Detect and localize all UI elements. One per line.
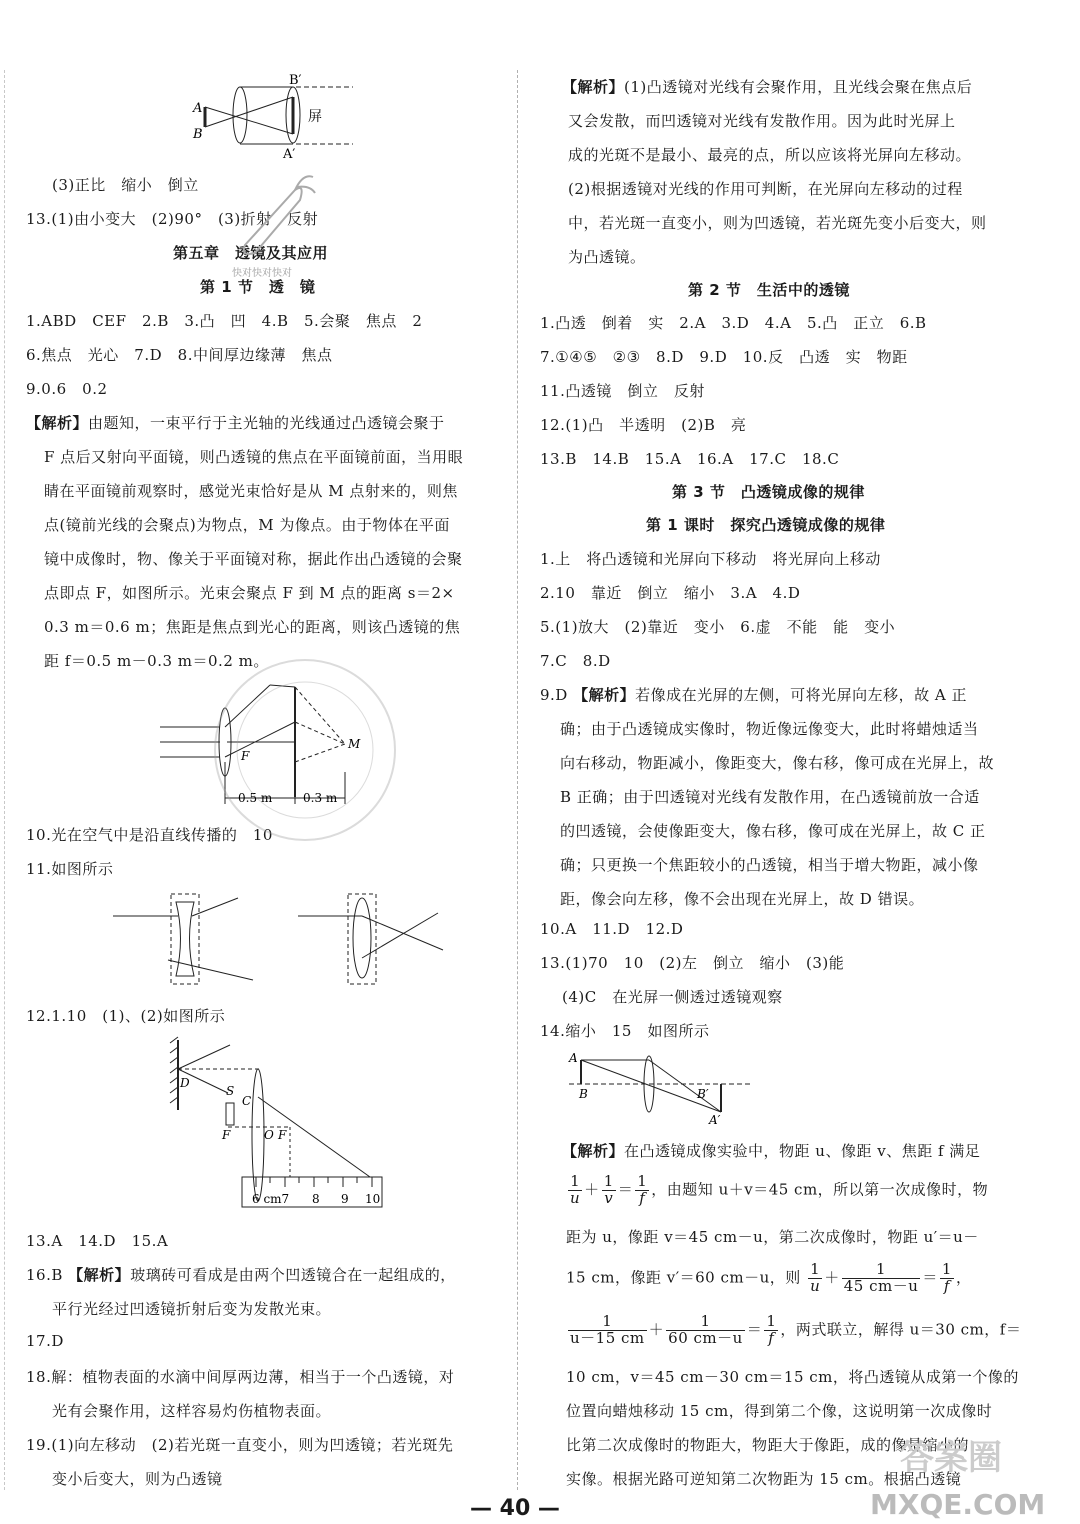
answer-r7: 7.①④⑤ ②③ 8.D 9.D 10.反 凸透 实 物距 [540,348,908,366]
answer-1: 1.ABD CEF 2.B 3.凸 凹 4.B 5.会聚 焦点 2 [26,312,423,330]
analysis-r14-line-7: 位置向蜡烛移动 15 cm，得到第二个像，这说明第一次成像时 [566,1402,993,1420]
label-s: S [226,1084,235,1098]
analysis-top-line-6: 为凸透镜。 [568,248,646,266]
analysis-top-line-3: 成的光斑不是最小、最亮的点，所以应该将光屏向左移动。 [568,146,972,164]
analysis-top-line-2: 又会发散，而凹透镜对光线有发散作用。因为此时光屏上 [568,112,956,130]
label-b-prime: B′ [289,73,302,88]
section-title-2: 第 2 节 生活中的透镜 [688,281,850,299]
answer-r7b: 7.C 8.D [540,652,611,670]
answer-19-line-2: 变小后变大，则为凸透镜 [52,1470,223,1488]
analysis-r9-line-4: B 正确；由于凹透镜对光线有发散作用，在凸透镜前放一合适 [560,788,980,806]
lens-image-figure [567,1048,757,1126]
answer-10: 10.光在空气中是沿直线传播的 10 [26,826,273,844]
analysis-r14-line-9: 实像。根据光路可逆知第二次物距为 15 cm。根据凸透镜 [566,1470,962,1488]
tick-6-7: 6 cm7 [252,1192,290,1206]
answer-18: 18.解：植物表面的水滴中间厚两边薄，相当于一个凸透镜，对 [26,1368,455,1386]
label-f2: F [278,1128,287,1142]
answer-9: 9.0.6 0.2 [26,380,108,398]
analysis-9-line-6: 点即点 F，如图所示。光束会聚点 F 到 M 点的距离 s＝2× [44,584,455,602]
page-number: — 40 — [470,1496,560,1521]
analysis-9-line-8: 距 f＝0.5 m－0.3 m＝0.2 m。 [44,652,269,670]
label-b-prime: B′ [697,1087,709,1101]
ruler-figure [160,1035,390,1213]
answer-17: 17.D [26,1332,64,1350]
tick-8: 8 [312,1192,320,1206]
analysis-r14-line-8: 比第二次成像时的物距大，物距大于像距，成的像是缩小的 [566,1436,970,1454]
lesson-title: 第 1 课时 探究凸透镜成像的规律 [646,516,886,534]
pinhole-figure [185,72,360,164]
label-b: B [193,127,203,142]
label-f1: F [222,1128,231,1142]
answer-18-line-2: 光有会聚作用，这样容易灼伤植物表面。 [52,1402,332,1420]
analysis-r9-line-3: 向右移动，物距减小，像距变大，像右移，像可成在光屏上，故 [560,754,995,772]
answer-r1: 1.凸透 倒着 实 2.A 3.D 4.A 5.凸 正立 6.B [540,314,927,332]
analysis-9-line-5: 镜中成像时，物、像关于平面镜对称，据此作出凸透镜的会聚 [44,550,463,568]
label-d: D [180,1076,190,1090]
answer-r1b: 1.上 将凸透镜和光屏向下移动 将光屏向上移动 [540,550,881,568]
analysis-9-line-2: F 点后又射向平面镜，则凸透镜的焦点在平面镜前面，当用眼 [44,448,464,466]
fraction-1-v: $\frac{1}{v}$ [603,1172,614,1207]
analysis-tag: 【解析】 [68,1266,131,1284]
label-m: M [348,737,361,751]
answer-r2: 2.10 靠近 倒立 缩小 3.A 4.D [540,584,801,602]
answer-6: 6.焦点 光心 7.D 8.中间厚边缘薄 焦点 [26,346,333,364]
analysis-9-line-1: 【解析】由题知，一束平行于主光轴的光线通过凸透镜会聚于 [26,414,445,432]
stamp-watermark [205,650,405,850]
label-a: A [569,1051,578,1065]
answer-3: (3)正比 缩小 倒立 [52,176,199,194]
section-title-3: 第 3 节 凸透镜成像的规律 [672,483,865,501]
answer-16-line-2: 平行光经过凹透镜折射后变为发散光束。 [52,1300,332,1318]
answer-r10: 10.A 11.D 12.D [540,920,684,938]
analysis-top-line-4: (2)根据透镜对光线的作用可判断，在光屏向左移动的过程 [568,180,963,198]
label-0-3m: 0.3 m [303,791,338,805]
answer-r9: 9.D 【解析】若像成在光屏的左侧，可将光屏向左移，故 A 正 [540,686,968,704]
answer-13: 13.(1)由小变大 (2)90° (3)折射 反射 [26,210,319,228]
section-title-1: 第 1 节 透 镜 [200,278,316,296]
answer-16: 16.B 【解析】玻璃砖可看成是由两个凹透镜合在一起组成的， [26,1266,456,1284]
label-a: A [193,101,203,116]
answer-13-15: 13.A 14.D 15.A [26,1232,169,1250]
fraction-1-f: $\frac{1}{f}$ [637,1172,648,1207]
analysis-r14-line-5: $\frac{1}{u-15 cm}$ ＋ $\frac{1}{60 cm-u}$ ＝ $\frac{1}{f}$ ，两式联立，解得 u＝30 cm，f＝ [570,1312,1022,1347]
analysis-top-line-5: 中，若光斑一直变小，则为凹透镜，若光斑先变小后变大，则 [568,214,987,232]
analysis-r14-line-2: $\frac{1}{u}$ ＋ $\frac{1}{v}$ ＝ $\frac{1}{f}$ ，由题知 u＋v＝45 cm，所以第一次成像时，物 [570,1172,989,1207]
analysis-r14-line-6: 10 cm，v＝45 cm－30 cm＝15 cm，将凸透镜从成第一个像的 [566,1368,1019,1386]
answer-r12: 12.(1)凸 半透明 (2)B 亮 [540,416,747,434]
stamp-text: 快对快对快对 [232,268,292,279]
tick-10: 10 [365,1192,381,1206]
analysis-r9-line-5: 的凹透镜，会使像距变大，像右移，像可成在光屏上，故 C 正 [560,822,986,840]
label-f: F [241,749,250,763]
analysis-r9-line-7: 距，像会向左移，像不会出现在光屏上，故 D 错误。 [560,890,925,908]
answer-r13: 13.B 14.B 15.A 16.A 17.C 18.C [540,450,840,468]
left-margin-line [4,70,5,1490]
label-b: B [579,1087,588,1101]
answer-r5: 5.(1)放大 (2)靠近 变小 6.虚 不能 能 变小 [540,618,896,636]
analysis-r14-line-4: 15 cm，像距 v′＝60 cm－u，则 $\frac{1}{u}$ ＋ $\frac{1}{45 cm-u}$ ＝ $\frac{1}{f}$ ， [566,1260,972,1295]
analysis-r9-line-2: 确；由于凸透镜成实像时，物近像远像变大，此时将蜡烛适当 [560,720,979,738]
label-a-prime: A′ [283,147,296,162]
logo-watermark: 答案圈 [900,1438,1002,1478]
label-a-prime: A′ [709,1113,721,1126]
tick-9: 9 [341,1192,349,1206]
column-divider [517,70,518,1490]
label-o: O [264,1128,274,1142]
lenses-figure [108,888,473,993]
answer-19: 19.(1)向左移动 (2)若光斑一直变小，则为凹透镜；若光斑先 [26,1436,454,1454]
analysis-r14-line-3: 距为 u，像距 v＝45 cm－u，第二次成像时，物距 u′＝u－ [566,1228,979,1246]
analysis-r14-line-1: 【解析】在凸透镜成像实验中，物距 u、像距 v、焦距 f 满足 [562,1142,981,1160]
answer-r13b: (4)C 在光屏一侧透过透镜观察 [562,988,783,1006]
carrot-watermark [225,165,320,260]
analysis-9-line-3: 睛在平面镜前观察时，感觉光束恰好是从 M 点射来的，则焦 [44,482,458,500]
label-c: C [242,1094,252,1108]
chapter-title: 第五章 透镜及其应用 [173,244,329,262]
answer-12: 12.1.10 (1)、(2)如图所示 [26,1007,226,1025]
analysis-9-line-4: 点(镜前光线的会聚点)为物点，M 为像点。由于物体在平面 [44,516,450,534]
label-screen: 屏 [308,109,322,125]
answer-r11: 11.凸透镜 倒立 反射 [540,382,705,400]
site-watermark: MXQE.COM [870,1488,1046,1521]
label-0-5m: 0.5 m [238,791,273,805]
analysis-tag: 【解析】 [26,414,89,432]
answer-11: 11.如图所示 [26,860,114,878]
answer-r13a: 13.(1)70 10 (2)左 倒立 缩小 (3)能 [540,954,845,972]
analysis-r9-line-6: 确；只更换一个焦距较小的凸透镜，相当于增大物距，减小像 [560,856,979,874]
analysis-top-line-1: 【解析】(1)凸透镜对光线有会聚作用，且光线会聚在焦点后 [562,78,973,96]
fraction-1-u: $\frac{1}{u}$ [570,1172,581,1207]
answer-r14: 14.缩小 15 如图所示 [540,1022,710,1040]
analysis-9-line-7: 0.3 m＝0.6 m；焦距是焦点到光心的距离，则该凸透镜的焦 [44,618,461,636]
